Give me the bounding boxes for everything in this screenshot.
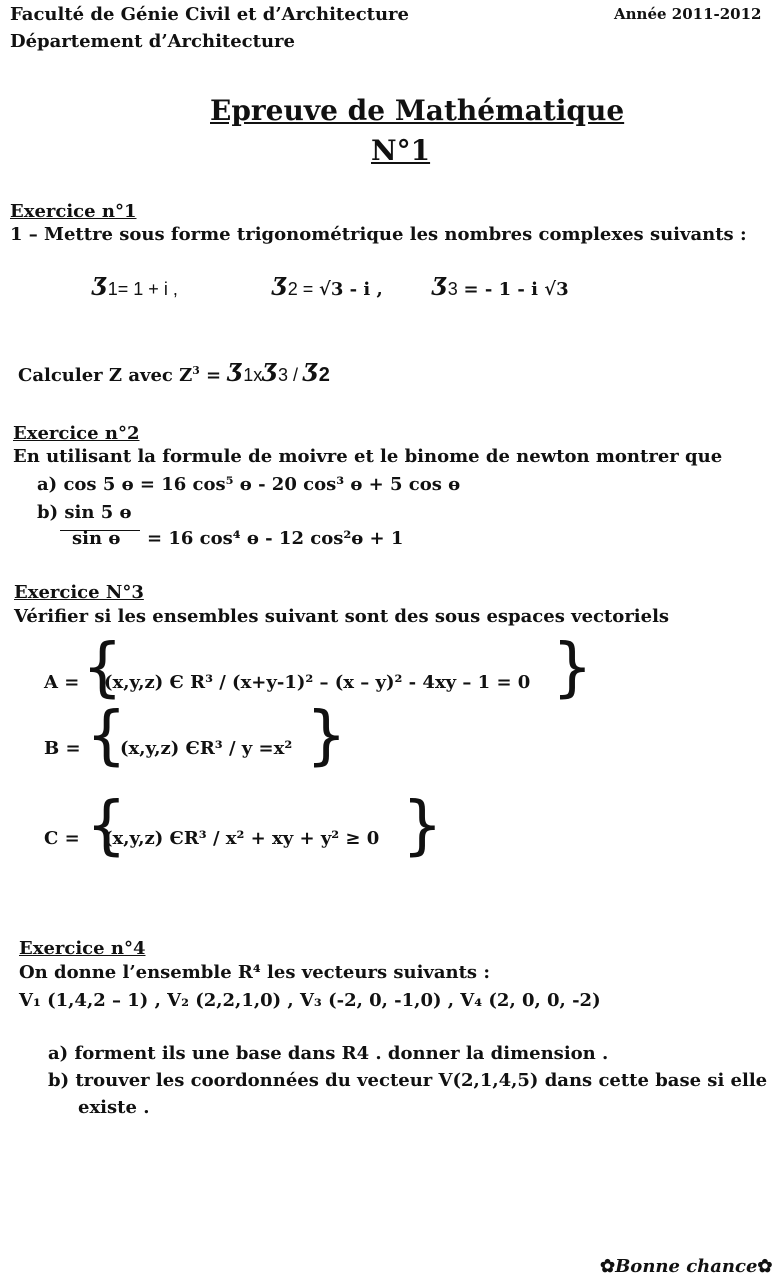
exercise-4-question-b: b) trouver les coordonnées du vecteur V(2,1,4,5) dans cette base si elle [48,1070,768,1091]
exercise-3-heading: Exercice N°3 [14,582,144,603]
set-A-label: A = [44,672,80,693]
z1-expression: Ʒ1= 1 + i , [92,272,178,301]
exercise-1-instruction: 1 – Mettre sous forme trigonométrique les nombres complexes suivants : [10,224,747,245]
calculate-z-line: Calculer Z avec $Z^3$ = Ʒ1xƷ3 / Ʒ2 [18,358,330,387]
set-C-label: C = [44,828,80,849]
set-C-definition: (x,y,z) ЄR³ / x² + xy + y² ≥ 0 [104,828,380,849]
z-symbol: Ʒ [227,358,244,387]
exercise-2-part-a: a) cos 5 ɵ = 16 cos⁵ ɵ - 20 cos³ ɵ + 5 cos ɵ [37,474,461,495]
flower-icon: ✿ [757,1256,773,1277]
set-C-right-brace: } [402,789,443,863]
set-B-right-brace: } [306,699,347,773]
exercise-3-instruction: Vérifier si les ensembles suivant sont des sous espaces vectoriels [14,606,670,627]
z2-expression: Ʒ2 = √3 - i , [272,272,383,301]
exercise-2-part-b-numerator: b) sin 5 ɵ [37,502,132,523]
set-B-left-brace: { [86,699,127,773]
z3-expression: Ʒ3 = - 1 - i √3 [432,272,569,301]
exam-title: Epreuve de Mathématique [210,94,625,127]
set-B-label: B = [44,738,81,759]
department-name: Département d’Architecture [10,31,295,52]
exercise-2-heading: Exercice n°2 [13,423,140,444]
z-symbol: Ʒ [302,358,319,387]
set-C-left-brace: { [86,789,127,863]
exercise-1-heading: Exercice n°1 [10,201,137,222]
academic-year: Année 2011-2012 [614,5,762,23]
set-A-definition: (x,y,z) Є R³ / (x+y-1)² – (x – y)² - 4xy – 1 = 0 [104,672,531,693]
z-symbol: Ʒ [262,358,278,387]
flower-icon: ✿ [600,1256,616,1277]
z-symbol: Ʒ [272,272,288,301]
exercise-4-question-b-cont: existe . [78,1097,150,1118]
z-symbol: Ʒ [92,272,108,301]
closing-wish: ✿Bonne chance✿ [600,1256,773,1277]
exercise-2-instruction: En utilisant la formule de moivre et le binome de newton montrer que [13,446,723,467]
exercise-4-intro: On donne l’ensemble R⁴ les vecteurs suivants : [19,962,490,983]
exercise-2-part-b-denominator: sin ɵ [72,528,121,549]
exercise-4-question-a: a) forment ils une base dans R4 . donner la dimension . [48,1043,609,1064]
z-symbol: Ʒ [432,272,448,301]
set-A-left-brace: { [82,631,123,705]
faculty-name: Faculté de Génie Civil et d’Architecture [10,4,409,25]
exam-number: N°1 [371,134,431,167]
exercise-4-vectors: V₁ (1,4,2 – 1) , V₂ (2,2,1,0) , V₃ (-2, 0, -1,0) , V₄ (2, 0, 0, -2) [19,990,601,1011]
exercise-4-heading: Exercice n°4 [19,938,146,959]
exercise-2-part-b-rhs: = 16 cos⁴ ɵ - 12 cos²ɵ + 1 [147,528,404,549]
set-B-definition: (x,y,z) ЄR³ / y =x² [120,738,293,759]
set-A-right-brace: } [552,631,593,705]
